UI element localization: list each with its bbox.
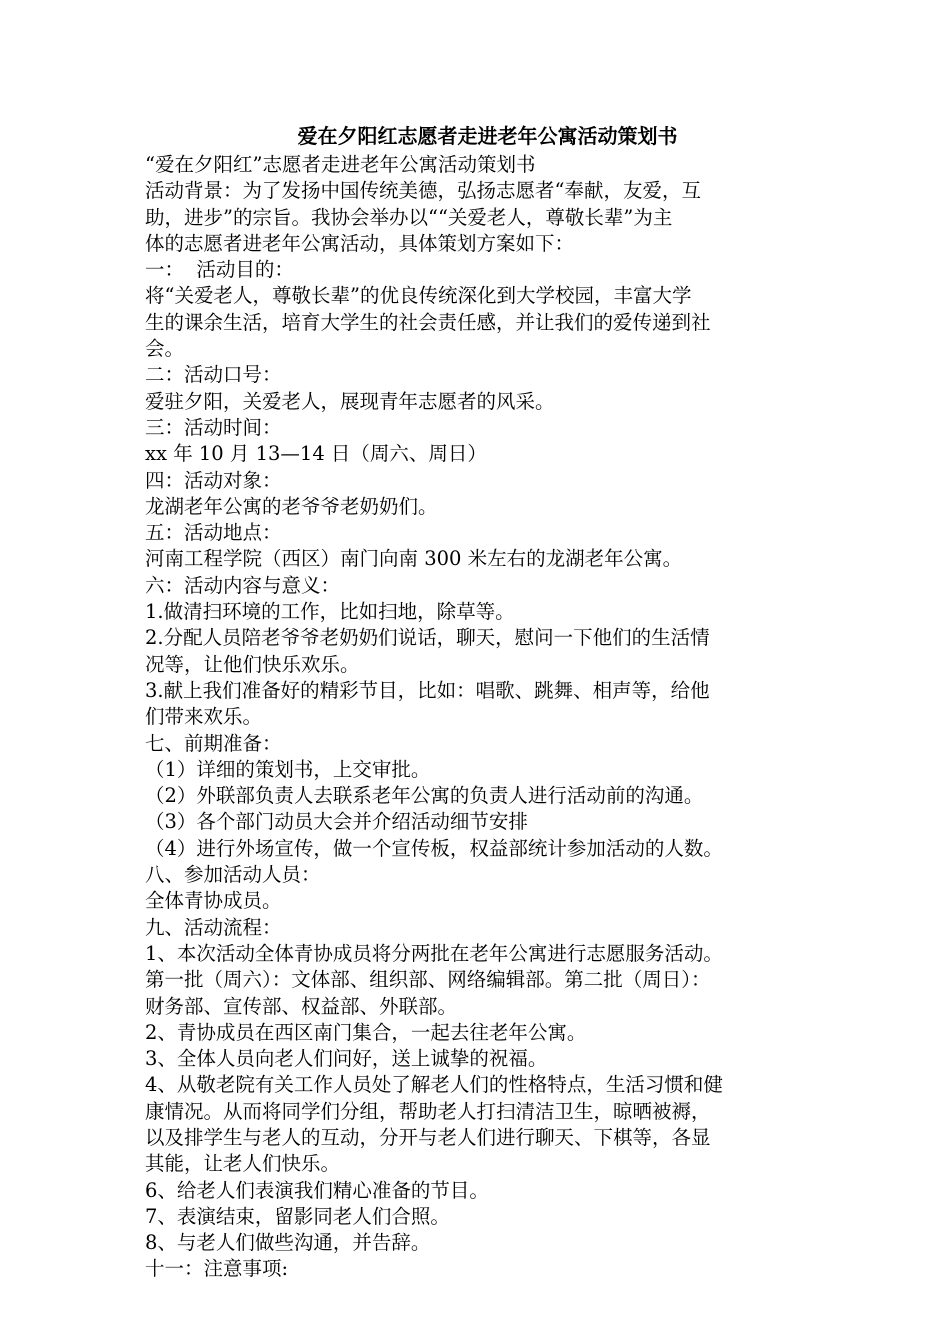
content-line: 3.献上我们准备好的精彩节目，比如：唱歌、跳舞、相声等，给他 (145, 678, 710, 702)
document-subtitle: “爱在夕阳红”志愿者走进老年公寓活动策划书 (145, 153, 536, 176)
section-heading-preparation: 七、前期准备： (145, 731, 282, 755)
preparation-line: （3）各个部门动员大会并介绍活动细节安排 (145, 810, 528, 834)
section-heading-process: 九、活动流程： (145, 915, 282, 939)
process-line: 以及排学生与老人的互动，分开与老人们进行聊天、下棋等，各显 (145, 1125, 711, 1149)
location-text: 河南工程学院（西区）南门向南 300 米左右的龙湖老年公寓。 (145, 547, 683, 571)
process-line: 6、给老人们表演我们精心准备的节目。 (145, 1178, 489, 1202)
background-line: 活动背景：为了发扬中国传统美德，弘扬志愿者“奉献，友爱，互 (145, 179, 701, 203)
section-heading-slogan: 二：活动口号： (145, 363, 282, 387)
section-heading-participants: 八、参加活动人员： (145, 863, 321, 887)
content-line: 1.做清扫环境的工作，比如扫地，除草等。 (145, 600, 515, 624)
preparation-line: （2）外联部负责人去联系老年公寓的负责人进行活动前的沟通。 (145, 784, 704, 808)
section-heading-location: 五：活动地点： (145, 521, 282, 545)
background-line: 助，进步”的宗旨。我协会举办以““关爱老人，尊敬长辈”为主 (145, 205, 673, 229)
preparation-line: （1）详细的策划书，上交审批。 (145, 757, 431, 781)
document-title: 爱在夕阳红志愿者走进老年公寓活动策划书 (297, 124, 678, 148)
section-heading-purpose: 一： 活动目的： (145, 258, 294, 282)
section-heading-notes: 十一：注意事项: (145, 1257, 289, 1281)
process-line: 第一批（周六）：文体部、组织部、网络编辑部。第二批（周日）： (145, 968, 711, 992)
process-line: 4、从敬老院有关工作人员处了解老人们的性格特点，生活习惯和健 (145, 1073, 723, 1097)
purpose-line: 将“关爱老人，尊敬长辈”的优良传统深化到大学校园，丰富大学 (145, 284, 692, 308)
process-line: 其能，让老人们快乐。 (145, 1152, 341, 1176)
content-line: 们带来欢乐。 (145, 705, 263, 729)
slogan-text: 爱驻夕阳，关爱老人，展现青年志愿者的风采。 (145, 389, 555, 413)
section-heading-target: 四：活动对象： (145, 468, 282, 492)
background-line: 体的志愿者进老年公寓活动，具体策划方案如下： (145, 231, 575, 255)
process-line: 康情况。从而将同学们分组，帮助老人打扫清洁卫生，晾晒被褥， (145, 1099, 711, 1123)
document-body (145, 120, 810, 1283)
process-line: 2、青协成员在西区南门集合，一起去往老年公寓。 (145, 1020, 587, 1044)
target-text: 龙湖老年公寓的老爷爷老奶奶们。 (145, 494, 438, 518)
content-line: 2.分配人员陪老爷爷老奶奶们说话，聊天，慰问一下他们的生活情 (145, 626, 710, 650)
process-line: 7、表演结束，留影同老人们合照。 (145, 1204, 450, 1228)
content-line: 况等，让他们快乐欢乐。 (145, 652, 360, 676)
process-line: 3、全体人员向老人们问好，送上诚挚的祝福。 (145, 1047, 548, 1071)
process-line: 1、本次活动全体青协成员将分两批在老年公寓进行志愿服务活动。 (145, 941, 723, 965)
participants-text: 全体青协成员。 (145, 889, 282, 913)
process-line: 8、与老人们做些沟通，并告辞。 (145, 1231, 431, 1255)
time-text: xx 年 10 月 13—14 日（周六、周日） (145, 442, 487, 466)
purpose-line: 生的课余生活，培育大学生的社会责任感，并让我们的爱传递到社 (145, 310, 711, 334)
section-heading-time: 三：活动时间： (145, 415, 282, 439)
purpose-line: 会。 (145, 337, 185, 361)
section-heading-content: 六：活动内容与意义： (145, 573, 341, 597)
process-line: 财务部、宣传部、权益部、外联部。 (145, 994, 458, 1018)
document-text (145, 152, 810, 1283)
preparation-line: （4）进行外场宣传，做一个宣传板，权益部统计参加活动的人数。 (145, 836, 723, 860)
